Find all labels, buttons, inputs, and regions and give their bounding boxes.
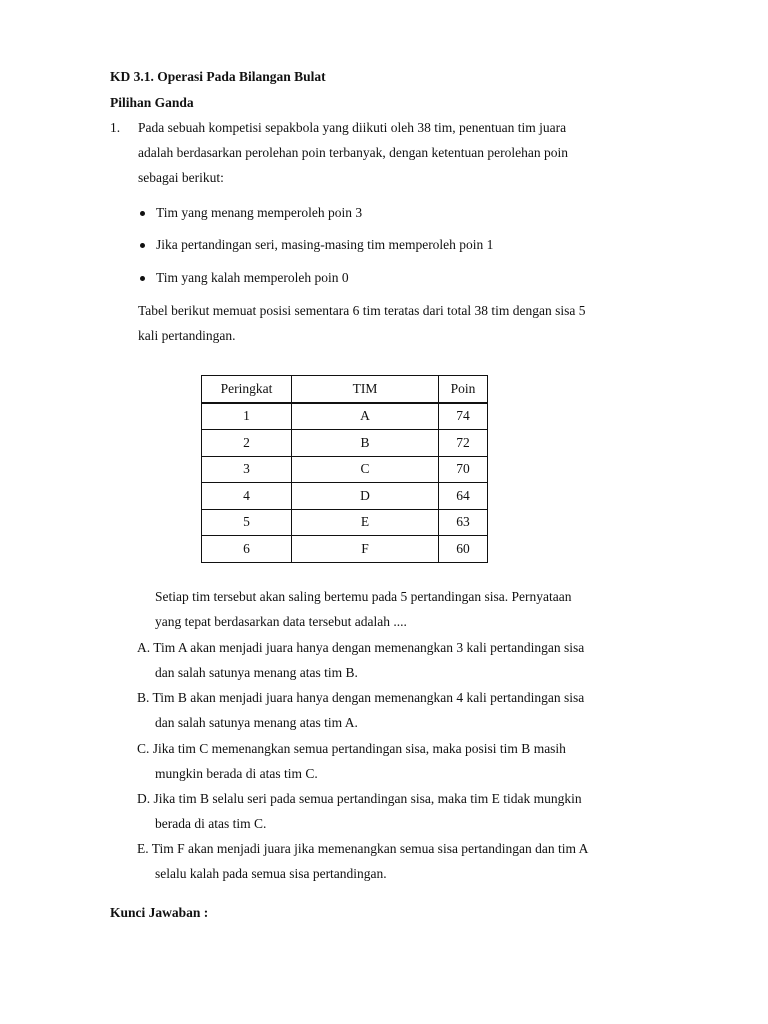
cell-team: C: [292, 456, 439, 483]
table-row: [202, 430, 488, 457]
option-e: E. Tim F akan menjadi juara jika memenangkan semua sisa pertandingan dan tim A: [137, 841, 589, 856]
question-prompt-line: yang tepat berdasarkan data tersebut adalah ....: [155, 614, 407, 629]
answer-key-label: Kunci Jawaban :: [110, 905, 209, 920]
cell-team: A: [292, 403, 439, 430]
rule-bullet-win: Tim yang menang memperoleh poin 3: [156, 205, 363, 220]
rule-bullet-lose: Tim yang kalah memperoleh poin 0: [156, 270, 349, 285]
cell-team: E: [292, 509, 439, 536]
question-number: 1.: [110, 120, 121, 135]
option-a: A. Tim A akan menjadi juara hanya dengan memenangkan 3 kali pertandingan sisa: [137, 640, 585, 655]
question-intro-line: Pada sebuah kompetisi sepakbola yang diikuti oleh 38 tim, penentuan tim juara: [138, 120, 567, 135]
bullet-icon: [140, 211, 145, 216]
cell-rank: 1: [202, 403, 292, 430]
question-prompt-line: Setiap tim tersebut akan saling bertemu pada 5 pertandingan sisa. Pernyataan: [155, 589, 572, 604]
table-row: [202, 483, 488, 510]
cell-points: 63: [439, 509, 488, 536]
table-row: [202, 403, 488, 430]
question-intro-line: adalah berdasarkan perolehan poin terbanyak, dengan ketentuan perolehan poin: [138, 145, 568, 160]
header-peringkat: Peringkat: [202, 376, 292, 403]
cell-rank: 6: [202, 536, 292, 563]
option-c: C. Jika tim C memenangkan semua pertandingan sisa, maka posisi tim B masih: [137, 741, 566, 756]
section-subheading: Pilihan Ganda: [110, 95, 194, 110]
option-a-continued: dan salah satunya menang atas tim B.: [155, 665, 358, 680]
cell-rank: 2: [202, 430, 292, 457]
table-row: [202, 536, 488, 563]
bullet-icon: [140, 243, 145, 248]
cell-points: 72: [439, 430, 488, 457]
question-intro-line: sebagai berikut:: [138, 170, 224, 185]
cell-team: B: [292, 430, 439, 457]
cell-points: 70: [439, 456, 488, 483]
table-intro-line: Tabel berikut memuat posisi sementara 6 tim teratas dari total 38 tim dengan sisa 5: [138, 303, 586, 318]
table-header-row: [202, 376, 488, 403]
cell-rank: 5: [202, 509, 292, 536]
option-b-continued: dan salah satunya menang atas tim A.: [155, 715, 358, 730]
option-d-continued: berada di atas tim C.: [155, 816, 267, 831]
cell-team: D: [292, 483, 439, 510]
standings-table: [201, 375, 488, 563]
option-e-continued: selalu kalah pada semua sisa pertandingan.: [155, 866, 387, 881]
option-c-continued: mungkin berada di atas tim C.: [155, 766, 318, 781]
option-b: B. Tim B akan menjadi juara hanya dengan memenangkan 4 kali pertandingan sisa: [137, 690, 585, 705]
cell-rank: 4: [202, 483, 292, 510]
table-row: [202, 456, 488, 483]
table-intro-line: kali pertandingan.: [138, 328, 236, 343]
cell-rank: 3: [202, 456, 292, 483]
table-row: [202, 509, 488, 536]
header-poin: Poin: [439, 376, 488, 403]
bullet-icon: [140, 276, 145, 281]
cell-points: 64: [439, 483, 488, 510]
header-tim: TIM: [292, 376, 439, 403]
cell-points: 74: [439, 403, 488, 430]
document-heading: KD 3.1. Operasi Pada Bilangan Bulat: [110, 69, 326, 84]
option-d: D. Jika tim B selalu seri pada semua pertandingan sisa, maka tim E tidak mungkin: [137, 791, 582, 806]
cell-team: F: [292, 536, 439, 563]
cell-points: 60: [439, 536, 488, 563]
rule-bullet-draw: Jika pertandingan seri, masing-masing tim memperoleh poin 1: [156, 237, 494, 252]
